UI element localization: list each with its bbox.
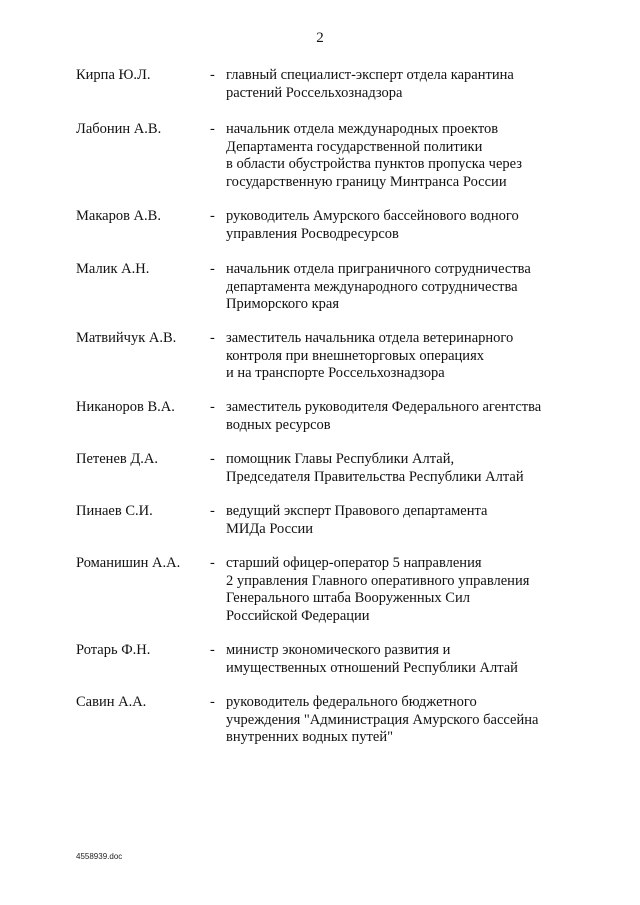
person-name: Кирпа Ю.Л. [76,67,151,83]
position-line: главный специалист-эксперт отдела карантина [226,67,514,83]
position-line: Приморского края [226,296,340,312]
page-number: 2 [316,30,324,46]
position-line: 2 управления Главного оперативного управления [226,572,530,589]
document-filename: 4558939.doc [76,852,123,861]
person-name: Матвийчук А.В. [76,330,177,346]
person-name: Пинаев С.И. [76,503,153,519]
dash-separator: - [210,67,215,83]
position-description [226,555,626,625]
position-line: водных ресурсов [226,416,331,433]
person-name: Савин А.А. [76,694,147,710]
dash-separator: - [210,694,215,710]
person-name: Ротарь Ф.Н. [76,642,151,658]
position-line: департамента международного сотрудничества [226,278,518,295]
position-description [226,642,626,677]
position-line: заместитель руководителя Федерального агентства [226,399,542,415]
position-line: старший офицер-оператор 5 направления [226,555,482,571]
position-line: Российской Федерации [226,607,370,624]
dash-separator: - [210,555,215,571]
dash-separator: - [210,330,215,346]
position-line: государственную границу Минтранса России [226,173,507,190]
position-line: руководитель федерального бюджетного [226,694,477,710]
position-line: заместитель начальника отдела ветеринарного [226,330,514,346]
dash-separator: - [210,642,215,658]
position-line: имущественных отношений Республики Алтай [226,659,518,676]
position-line: министр экономического развития и [226,642,451,658]
position-line: помощник Главы Республики Алтай, [226,451,455,467]
position-line: учреждения "Администрация Амурского бассейна [226,711,539,728]
person-name: Петенев Д.А. [76,451,158,467]
position-description [226,399,626,434]
position-line: начальник отдела приграничного сотрудничества [226,261,531,277]
position-line: растений Россельхознадзора [226,84,403,101]
position-line: контроля при внешнеторговых операциях [226,347,484,364]
person-name: Романишин А.А. [76,555,181,571]
position-description [226,451,626,486]
position-description [226,694,626,747]
position-line: управления Росводресурсов [226,225,399,242]
position-description [226,261,626,314]
position-line: и на транспорте Россельхознадзора [226,365,445,381]
dash-separator: - [210,121,215,137]
person-name: Макаров А.В. [76,208,161,224]
position-description [226,503,626,538]
position-line: руководитель Амурского бассейнового водного [226,208,519,224]
position-line: начальник отдела международных проектов [226,121,499,137]
dash-separator: - [210,261,215,277]
position-line: Департамента государственной политики [226,138,483,155]
position-description [226,121,626,191]
position-line: в области обустройства пунктов пропуска через [226,156,522,172]
dash-separator: - [210,503,215,519]
dash-separator: - [210,208,215,224]
dash-separator: - [210,451,215,467]
position-description [226,67,626,102]
position-description [226,330,626,383]
position-line: внутренних водных путей" [226,729,394,745]
person-name: Малик А.Н. [76,261,150,277]
position-line: ведущий эксперт Правового департамента [226,503,488,519]
dash-separator: - [210,399,215,415]
position-line: Председателя Правительства Республики Алтай [226,468,524,485]
position-description [226,208,626,243]
person-name: Никаноров В.А. [76,399,175,415]
person-name: Лабонин А.В. [76,121,162,137]
position-line: Генерального штаба Вооруженных Сил [226,590,470,606]
position-line: МИДа России [226,520,314,537]
